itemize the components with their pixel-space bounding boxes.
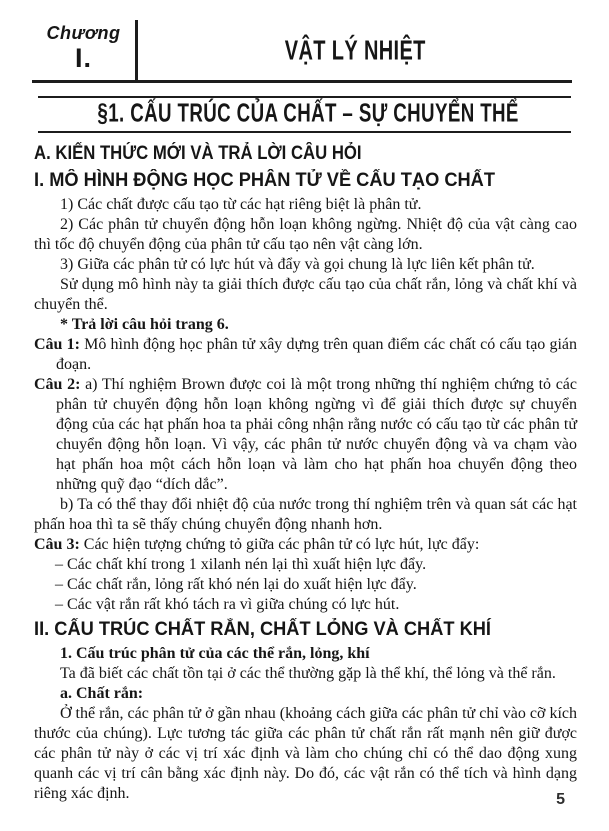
heading-a: [34, 142, 577, 166]
chapter-box: [32, 14, 135, 80]
question-2-label: Câu 2:: [34, 376, 81, 393]
heading-a-text: A. KIẾN THỨC MỚI VÀ TRẢ LỜI CÂU HỎI: [34, 143, 362, 164]
section-banner: [38, 96, 571, 133]
question-1-text: Mô hình động học phân tử xây dựng trên quan điểm các chất có cấu tạo gián đoạn.: [56, 336, 578, 373]
question-3-item-3: – Các vật rắn rất khó tách ra vì giữa chúng có lực hút.: [55, 596, 400, 613]
sub-heading-1: 1. Cấu trúc phân tử của các thể rắn, lỏng, khí: [60, 645, 370, 662]
page-number: 5: [556, 791, 565, 808]
question-3-item-2: – Các chất rắn, lỏng rất khó nén lại do xuất hiện lực đẩy.: [55, 576, 417, 593]
question-3-intro: Các hiện tượng chứng tỏ giữa các phân tử có lực hút, lực đẩy:: [83, 536, 480, 553]
heading-i: [34, 169, 577, 193]
chapter-header: [32, 14, 572, 83]
question-3-label: Câu 3:: [34, 536, 80, 553]
chapter-label: Chương: [46, 23, 121, 43]
sub-heading-1-text: Ta đã biết các chất tồn tại ở các thể thường gặp là thể khí, thể lỏng và thể rắn.: [60, 665, 556, 682]
chapter-title-text: VẬT LÝ NHIỆT: [284, 33, 426, 66]
question-2-part-b: b) Ta có thể thay đổi nhiệt độ của nước trong thí nghiệm trên và quan sát các hạt phấn hoa thì ta sẽ thấy chúng chuyển động nhanh hơn.: [34, 496, 577, 533]
chapter-title: [138, 14, 572, 80]
question-3: [34, 535, 577, 555]
question-2-text-a: a) Thí nghiệm Brown được coi là một trong những thí nghiệm chứng tỏ các phân tử chuyển động hỗn loạn không ngừng vì để giải thích được sự chuyển động của các hạt phấn hoa ta phải công nhận rằng nước có cấu tạo từ các phân tử chuyển động hỗn loạn. Vì vậy, các phân tử nước chuyển động và va chạm vào hạt phấn hoa một cách hỗn loạn và làm cho hạt phấn hoa chuyển động theo những quỹ đạo “dích dắc”.: [56, 376, 577, 493]
question-1-label: Câu 1:: [34, 336, 80, 353]
question-2-part-a: [34, 375, 577, 495]
heading-i-text: I. MÔ HÌNH ĐỘNG HỌC PHÂN TỬ VỀ CẤU TẠO CHẤT: [34, 170, 496, 191]
point-2: 2) Các phân tử chuyển động hỗn loạn không ngừng. Nhiệt độ của vật càng cao thì tốc độ chuyển động của phân tử cấu tạo nên vật càng lớn.: [34, 216, 577, 253]
model-note: Sử dụng mô hình này ta giải thích được cấu tạo của chất rắn, lỏng và chất khí và chuyển thể.: [34, 276, 577, 313]
point-1: 1) Các chất được cấu tạo từ các hạt riêng biệt là phân tử.: [60, 196, 422, 213]
chapter-number: I.: [74, 43, 92, 73]
answer-note: * Trả lời câu hỏi trang 6.: [60, 316, 229, 333]
page-content: [34, 142, 577, 804]
point-3: 3) Giữa các phân tử có lực hút và đẩy và gọi chung là lực liên kết phân tử.: [60, 256, 535, 273]
heading-ii: [34, 618, 577, 642]
sub-heading-a-text: Ở thể rắn, các phân tử ở gần nhau (khoảng cách giữa các phân tử chỉ vào cỡ kích thước của chúng). Lực tương tác giữa các phân tử chất rắn rất mạnh nên giữ được các phân tử này ở các vị trí xác định và làm cho chúng chỉ có thể dao động xung quanh các vị trí cân bằng xác định này. Do đó, các vật rắn có thể tích và hình dạng riêng xác định.: [34, 705, 577, 802]
sub-heading-a: a. Chất rắn:: [60, 685, 144, 702]
question-1: [34, 335, 577, 375]
heading-ii-text: II. CẤU TRÚC CHẤT RẮN, CHẤT LỎNG VÀ CHẤT KHÍ: [34, 619, 491, 640]
question-3-item-1: – Các chất khí trong 1 xilanh nén lại thì xuất hiện lực đẩy.: [55, 556, 427, 573]
section-title: §1. CẤU TRÚC CỦA CHẤT – SỰ CHUYỂN THỂ: [97, 99, 519, 128]
